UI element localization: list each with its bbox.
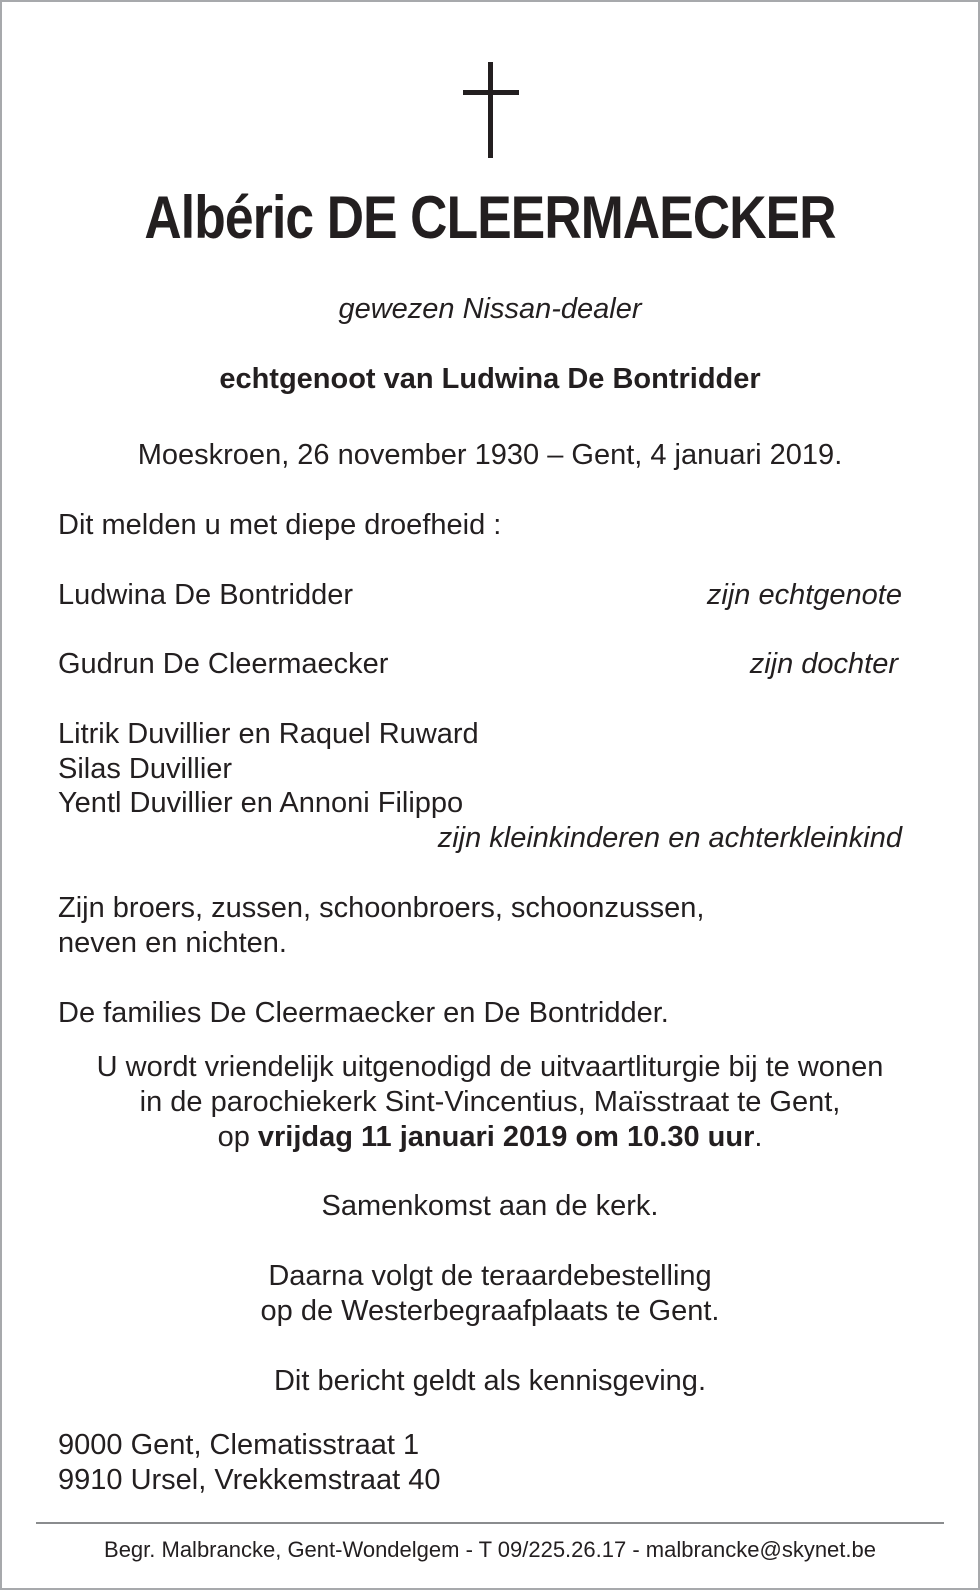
- invitation-line: U wordt vriendelijk uitgenodigd de uitvaartliturgie bij te wonen: [96, 1051, 884, 1083]
- invitation-line: in de parochiekerk Sint-Vincentius, Maïsstraat te Gent,: [139, 1086, 841, 1118]
- siblings-line: Zijn broers, zussen, schoonbroers, schoonzussen,: [58, 892, 705, 924]
- invitation-line: [0, 1120, 980, 1155]
- invitation-suffix: .: [754, 1121, 763, 1153]
- deceased-name: Albéric DE CLEERMAECKER: [144, 184, 836, 251]
- spouse-line: echtgenoot van Ludwina De Bontridder: [219, 363, 761, 395]
- divider: [36, 1522, 944, 1524]
- families: De families De Cleermaecker en De Bontridder.: [58, 997, 669, 1029]
- grandchild-line: Litrik Duvillier en Raquel Ruward: [58, 718, 479, 750]
- mourner-name: Ludwina De Bontridder: [58, 579, 354, 611]
- grandchild-line: Yentl Duvillier en Annoni Filippo: [58, 787, 464, 819]
- address-line: 9910 Ursel, Vrekkemstraat 40: [58, 1464, 441, 1496]
- dates: Moeskroen, 26 november 1930 – Gent, 4 januari 2019.: [137, 439, 843, 471]
- grandchildren-relation: zijn kleinkinderen en achterkleinkind: [437, 822, 902, 854]
- gathering: Samenkomst aan de kerk.: [321, 1190, 659, 1222]
- occupation: gewezen Nissan-dealer: [338, 293, 642, 325]
- burial-line: Daarna volgt de teraardebestelling: [268, 1260, 712, 1292]
- mourner-relation: zijn echtgenote: [706, 579, 902, 611]
- address-line: 9000 Gent, Clematisstraat 1: [58, 1429, 420, 1461]
- funeral-datetime: vrijdag 11 januari 2019 om 10.30 uur: [257, 1121, 755, 1153]
- intro: Dit melden u met diepe droefheid :: [58, 509, 502, 541]
- mourner-name: Gudrun De Cleermaecker: [58, 648, 389, 680]
- burial-line: op de Westerbegraafplaats te Gent.: [260, 1295, 720, 1327]
- siblings-line: neven en nichten.: [58, 927, 287, 959]
- invitation-prefix: op: [217, 1121, 258, 1153]
- mourner-relation: zijn dochter: [749, 648, 898, 680]
- grandchild-line: Silas Duvillier: [58, 753, 233, 785]
- funeral-home-footer: Begr. Malbrancke, Gent-Wondelgem - T 09/225.26.17 - malbrancke@skynet.be: [104, 1537, 876, 1562]
- notice: Dit bericht geldt als kennisgeving.: [273, 1365, 706, 1397]
- cross-icon: [463, 62, 519, 158]
